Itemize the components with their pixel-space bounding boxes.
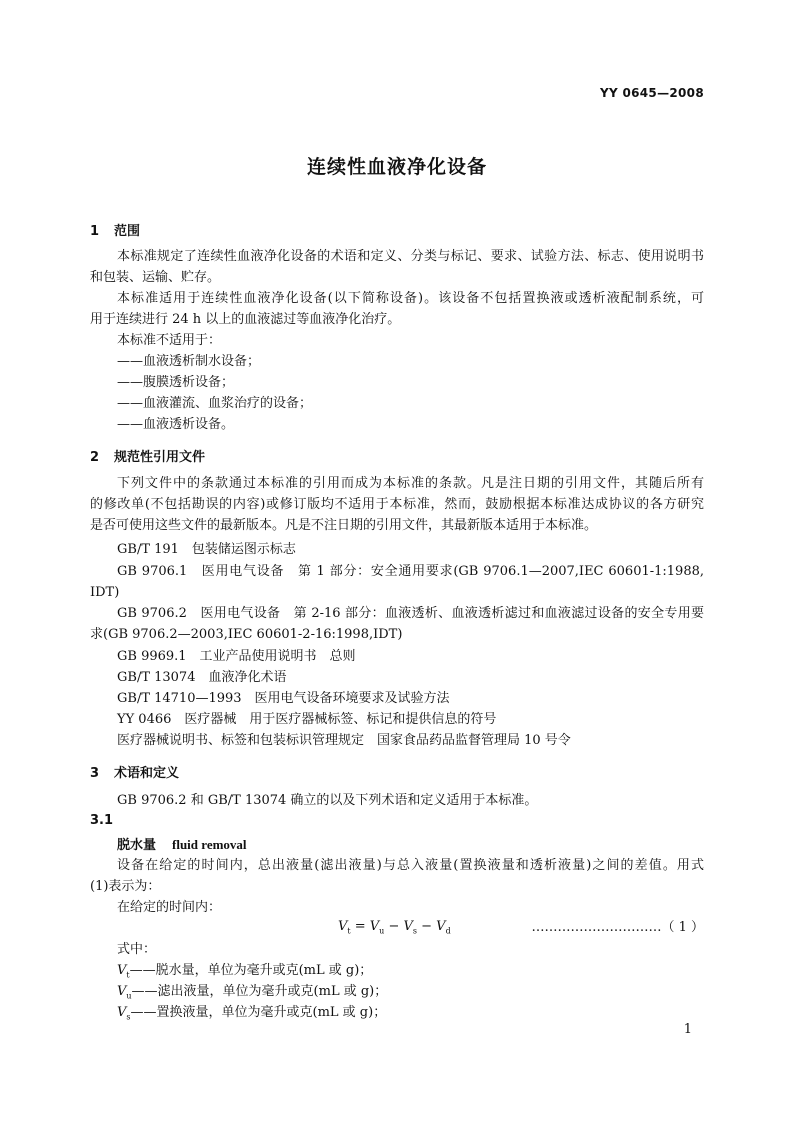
exclusion-item: ——血液透析设备。 bbox=[117, 417, 235, 432]
scope-para-2-line-1: 本标准适用于连续性血液净化设备(以下简称设备)。该设备不包括置换液或透析液配制系统，可 bbox=[117, 291, 704, 306]
var-symbol: V bbox=[117, 984, 127, 999]
variable-definition bbox=[117, 1002, 386, 1028]
terms-intro: GB 9706.2 和 GB/T 13074 确立的以及下列术语和定义适用于本标准。 bbox=[117, 793, 538, 808]
scope-para-2-line-2: 用于连续进行 24 h 以上的血液滤过等血液净化治疗。 bbox=[90, 312, 401, 327]
reference-item: YY 0466 医疗器械 用于医疗器械标签、标记和提供信息的符号 bbox=[117, 712, 497, 727]
eq-sub: t bbox=[347, 926, 351, 936]
eq-operator: − bbox=[417, 919, 437, 934]
eq-sub: s bbox=[412, 926, 417, 936]
definition-line-1: 设备在给定的时间内，总出液量(滤出液量)与总入液量(置换液量和透析液量)之间的差值。用式 bbox=[117, 858, 704, 873]
reference-item: GB 9706.1 医用电气设备 第 1 部分：安全通用要求(GB 9706.1—2007,IEC 60601-1:1988, bbox=[117, 564, 704, 579]
section-title: 范围 bbox=[114, 224, 141, 239]
section-1-heading bbox=[90, 220, 140, 239]
normative-intro-line-2: 的修改单(不包括勘误的内容)或修订版均不适用于本标准，然而，鼓励根据本标准达成协议的各方研究 bbox=[90, 497, 704, 512]
var-description: ——滤出液量，单位为毫升或克(mL 或 g)； bbox=[131, 984, 388, 999]
term-chinese: 脱水量 bbox=[117, 838, 157, 853]
exclusion-item: ——血液透析制水设备； bbox=[117, 354, 261, 369]
reference-item-continued: IDT) bbox=[90, 585, 120, 600]
exclusion-item: ——血液灌流、血浆治疗的设备； bbox=[117, 396, 313, 411]
given-time-text: 在给定的时间内： bbox=[117, 900, 222, 915]
eq-operator: = bbox=[350, 919, 370, 934]
var-subscript: s bbox=[126, 1012, 131, 1022]
eq-var: V bbox=[436, 919, 446, 934]
eq-operator: − bbox=[384, 919, 404, 934]
section-3-heading bbox=[90, 762, 179, 781]
section-2-heading bbox=[90, 446, 205, 465]
scope-para-1-line-1: 本标准规定了连续性血液净化设备的术语和定义、分类与标记、要求、试验方法、标志、使用说明书 bbox=[117, 249, 704, 264]
standard-number: YY 0645—2008 bbox=[600, 86, 704, 100]
section-title: 术语和定义 bbox=[114, 766, 180, 781]
reference-item: GB 9969.1 工业产品使用说明书 总则 bbox=[117, 649, 356, 664]
exclusion-item: ——腹膜透析设备； bbox=[117, 375, 235, 390]
normative-intro-line-1: 下列文件中的条款通过本标准的引用而成为本标准的条款。凡是注日期的引用文件，其随后所有 bbox=[117, 476, 704, 491]
reference-item: 医疗器械说明书、标签和包装标识管理规定 国家食品药品监督管理局 10 号令 bbox=[117, 733, 571, 748]
var-subscript: t bbox=[126, 970, 130, 980]
term-heading bbox=[117, 834, 247, 853]
eq-sub: d bbox=[445, 926, 451, 936]
where-label: 式中： bbox=[117, 942, 157, 957]
equation-1 bbox=[338, 916, 451, 942]
reference-item: GB/T 13074 血液净化术语 bbox=[117, 670, 287, 685]
scope-para-1-line-2: 和包装、运输、贮存。 bbox=[90, 270, 221, 285]
section-title: 规范性引用文件 bbox=[114, 450, 206, 465]
section-number: 3 bbox=[90, 766, 100, 781]
page-number: 1 bbox=[683, 1022, 692, 1037]
eq-sub: u bbox=[379, 926, 385, 936]
section-number: 1 bbox=[90, 224, 100, 239]
reference-item: GB/T 191 包装储运图示标志 bbox=[117, 542, 296, 557]
eq-var: V bbox=[369, 919, 380, 934]
section-number: 2 bbox=[90, 450, 100, 465]
document-title: 连续性血液净化设备 bbox=[306, 156, 487, 178]
definition-line-2: (1)表示为： bbox=[90, 879, 161, 894]
normative-intro-line-3: 是否可使用这些文件的最新版本。凡是不注日期的引用文件，其最新版本适用于本标准。 bbox=[90, 518, 598, 533]
reference-item: GB/T 14710—1993 医用电气设备环境要求及试验方法 bbox=[117, 691, 450, 706]
reference-item: GB 9706.2 医用电气设备 第 2-16 部分：血液透析、血液透析滤过和血液滤过设备的安全专用要 bbox=[117, 606, 704, 621]
eq-var: V bbox=[338, 919, 348, 934]
reference-item-continued: 求(GB 9706.2—2003,IEC 60601-2-16:1998,IDT) bbox=[90, 627, 403, 642]
var-subscript: u bbox=[126, 991, 132, 1001]
var-symbol: V bbox=[117, 963, 127, 978]
var-description: ——置换液量，单位为毫升或克(mL 或 g)； bbox=[130, 1005, 387, 1020]
equation-number: …………………………（ 1 ） bbox=[531, 920, 704, 935]
var-description: ——脱水量，单位为毫升或克(mL 或 g)； bbox=[129, 963, 373, 978]
term-english: fluid removal bbox=[172, 837, 247, 852]
scope-para-3: 本标准不适用于： bbox=[117, 333, 222, 348]
clause-number: 3.1 bbox=[90, 813, 114, 828]
eq-var: V bbox=[403, 919, 413, 934]
var-symbol: V bbox=[117, 1005, 127, 1020]
